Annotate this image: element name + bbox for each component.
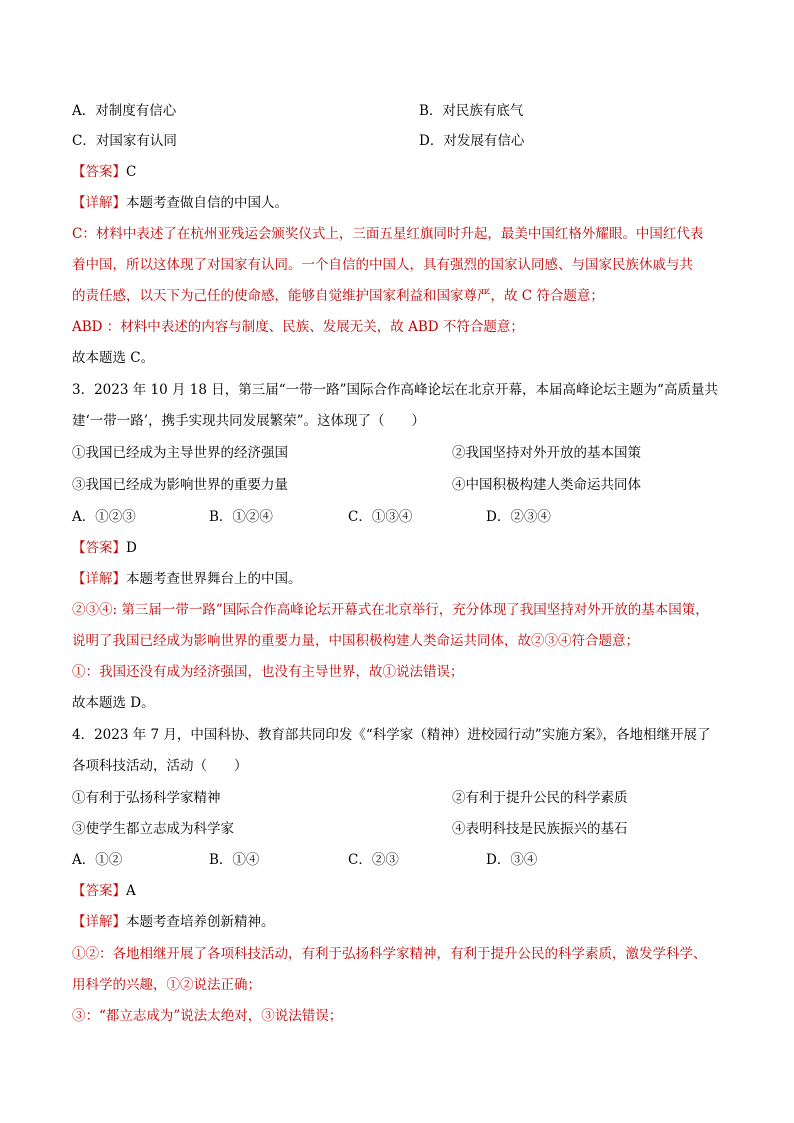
- q3-answer: [72, 538, 137, 558]
- q2-explanation-abd: ABD ：材料中表述的内容与制度、民族、发展无关，故 ABD 不符合题意；: [72, 319, 524, 335]
- q2-explanation-line1: C：材料中表述了在杭州亚残运会颁奖仪式上，三面五星红旗同时升起，最美中国红格外耀眼。中国红代表: [72, 226, 704, 242]
- q4-statement-3: ③使学生都立志成为科学家: [72, 821, 234, 837]
- q3-option-a: A．①②③: [72, 509, 136, 525]
- q3-statements-row2: [72, 475, 641, 495]
- q4-detail-intro: 本题考查培养创新精神。: [126, 914, 275, 930]
- q2-answer: [72, 162, 136, 182]
- q4-stem-line2: 各项科技活动，活动（ ）: [72, 758, 248, 774]
- q4-answer-value: A: [126, 883, 136, 899]
- q4-option-c: C．②③: [348, 852, 399, 868]
- q2-detail-intro: 本题考查做自信的中国人。: [126, 195, 288, 211]
- q3-detail-label: 【详解】: [72, 571, 126, 587]
- q4-explanation-line1: ①②：各地相继开展了各项科技活动，有利于弘扬科学家精神，有利于提升公民的科学素质，激发学科学、: [72, 946, 707, 962]
- q3-explanation-wrong: ①：我国还没有成为经济强国，也没有主导世界，故①说法错误；: [72, 664, 464, 680]
- q2-answer-value: C: [126, 164, 137, 180]
- q4-options: [72, 850, 538, 870]
- q3-detail-intro: 本题考查世界舞台上的中国。: [126, 571, 302, 587]
- q4-answer: [72, 881, 136, 901]
- q3-statement-2: ②我国坚持对外开放的基本国策: [452, 445, 641, 461]
- q3-stem-line2: 建‘一带一路’，携手实现共同发展繁荣”。这体现了（ ）: [72, 413, 425, 429]
- q3-explanation-line1: ②③④: 第三届一带一路”国际合作高峰论坛开幕式在北京举行，充分体现了我国坚持对外开放的基本国策，: [72, 602, 709, 618]
- q2-explanation-line3: 的责任感，以天下为己任的使命感，能够自觉维护国家利益和国家尊严，故 C 符合题意；: [72, 288, 604, 304]
- q4-statement-1: ①有利于弘扬科学家精神: [72, 790, 221, 806]
- q3-conclusion: 故本题选 D。: [72, 695, 155, 711]
- q2-options-row2: [72, 131, 525, 151]
- q3-detail: [72, 569, 302, 589]
- q3-options: [72, 507, 551, 527]
- q4-statement-2: ②有利于提升公民的科学素质: [452, 790, 628, 806]
- q3-statement-1: ①我国已经成为主导世界的经济强国: [72, 445, 288, 461]
- q2-detail-label: 【详解】: [72, 195, 126, 211]
- q4-statements-row1: [72, 788, 628, 808]
- q4-explanation-line2: 用科学的兴趣，①②说法正确；: [72, 977, 261, 993]
- q4-detail: [72, 912, 275, 932]
- q4-statement-4: ④表明科技是民族振兴的基石: [452, 821, 628, 837]
- q2-detail: [72, 193, 288, 213]
- q2-option-c: C．对国家有认同: [72, 133, 177, 149]
- q3-option-c: C．①③④: [348, 509, 413, 525]
- q2-options-row1: [72, 101, 524, 121]
- q2-option-b: B．对民族有底气: [419, 103, 524, 119]
- q2-explanation-line2: 着中国，所以这体现了对国家有认同。一个自信的中国人，具有强烈的国家认同感、与国家民族休戚与共: [72, 257, 693, 273]
- q4-detail-label: 【详解】: [72, 914, 126, 930]
- q3-option-d: D．②③④: [486, 509, 551, 525]
- q3-answer-label: 【答案】: [72, 540, 126, 556]
- q2-answer-label: 【答案】: [72, 164, 126, 180]
- q4-option-b: B．①④: [209, 852, 260, 868]
- q4-option-a: A．①②: [72, 852, 123, 868]
- q4-stem-line1: 4．2023 年 7 月，中国科协、教育部共同印发《“科学家（精神）进校园行动”实施方案》，各地相继开展了: [72, 727, 711, 743]
- q2-option-d: D．对发展有信心: [419, 133, 525, 149]
- q3-stem-line1: 3．2023 年 10 月 18 日，第三届“一带一路”国际合作高峰论坛在北京开幕，本届高峰论坛主题为“高质量共: [72, 382, 718, 398]
- q3-explanation-line2: 说明了我国已经成为影响世界的重要力量，中国积极构建人类命运共同体，故②③④符合题意；: [72, 633, 639, 649]
- q4-explanation-wrong: ③：“都立志成为”说法太绝对，③说法错误；: [72, 1008, 343, 1024]
- q2-conclusion: 故本题选 C。: [72, 350, 155, 366]
- q3-statement-4: ④中国积极构建人类命运共同体: [452, 477, 641, 493]
- q2-option-a: A．对制度有信心: [72, 103, 177, 119]
- q3-option-b: B．①②④: [209, 509, 273, 525]
- q4-option-d: D．③④: [486, 852, 538, 868]
- q3-statement-3: ③我国已经成为影响世界的重要力量: [72, 477, 288, 493]
- q3-answer-value: D: [126, 540, 137, 556]
- q4-statements-row2: [72, 819, 628, 839]
- q3-statements-row1: [72, 443, 641, 463]
- q4-answer-label: 【答案】: [72, 883, 126, 899]
